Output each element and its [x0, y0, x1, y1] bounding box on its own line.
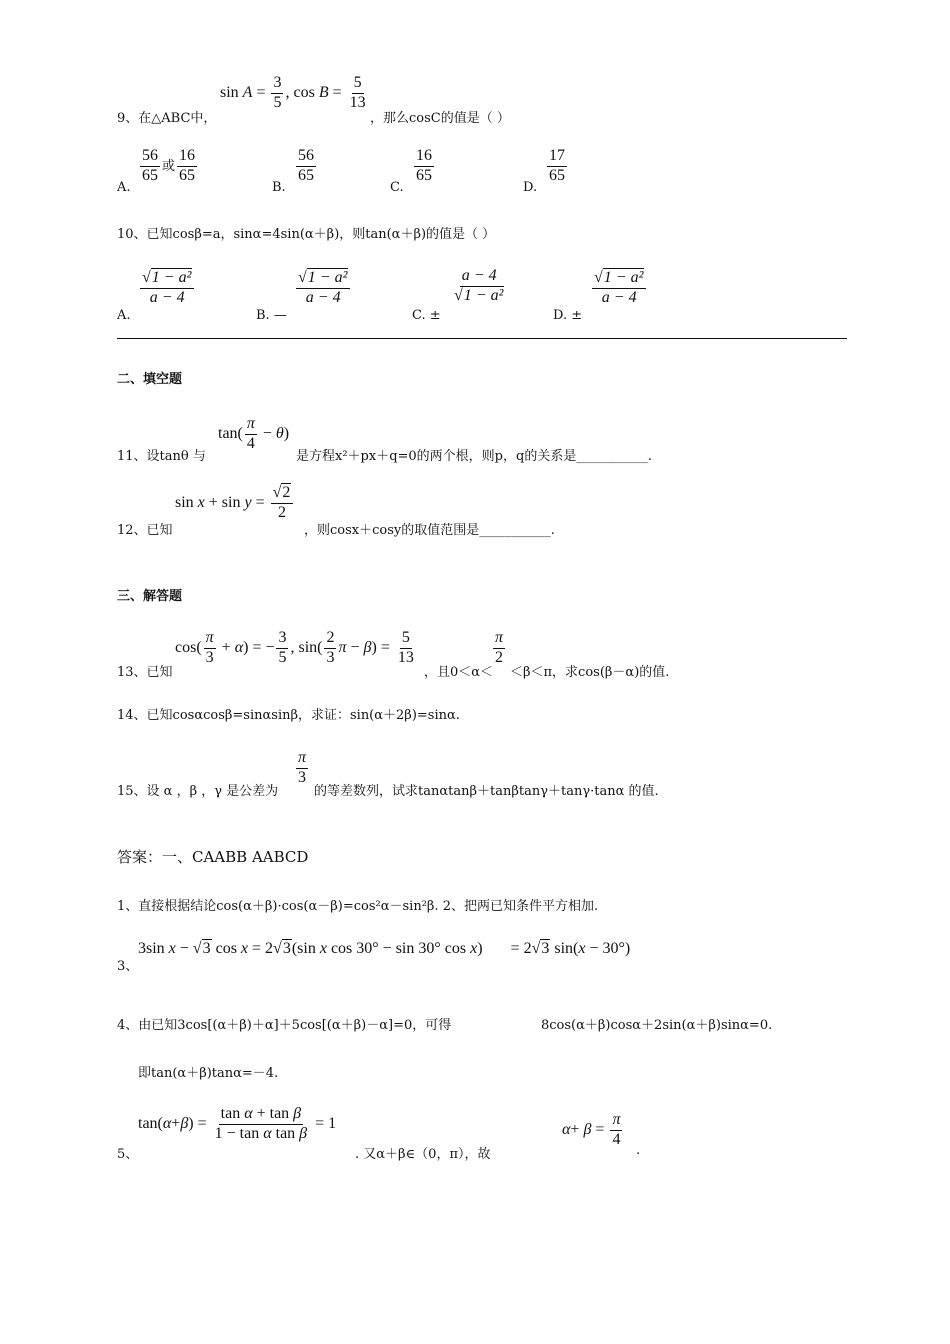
answer-5-mid: . 又α＋β∈（0，π），故: [355, 1147, 491, 1162]
q10-option-d-label: D. ±: [553, 308, 583, 323]
q9-suffix: ，那么cosC的值是（ ）: [370, 111, 510, 126]
answer-5-formula: tan(α+β) = $\frac{\text{tan α + tan β}}{\text{1 − tan α tan β}}$ = 1: [138, 1105, 337, 1142]
q9-option-b-label: B.: [272, 180, 286, 195]
q11-formula: tan( $\frac{\pi}{4}$ − θ): [218, 415, 290, 452]
q9-option-b: $\frac{56}{65}$: [298, 147, 314, 184]
answer-4-line1: 4、由已知3cos[(α＋β)＋α]＋5cos[(α＋β)－α]=0，可得: [117, 1018, 452, 1033]
answers-title: 答案：一、CAABB AABCD: [117, 848, 309, 866]
answer-5-label: 5、: [117, 1147, 139, 1162]
q11-prefix: 11、设tanθ 与: [117, 449, 206, 464]
q12-formula: sin x + sin y = $\frac{√2}{2}$: [175, 485, 295, 522]
q9-option-c: $\frac{16}{65}$: [416, 147, 432, 184]
q10-option-c: $\frac{a - 4}{\text{√1 − a²}}$: [454, 267, 504, 304]
q15-prefix: 15、设 α ，β ，γ 是公差为: [117, 784, 279, 799]
section-divider: [117, 338, 847, 339]
q10-option-b: $\frac{\text{√1 − a²}}{a - 4}$: [294, 270, 352, 307]
section-2-title: 二、填空题: [117, 372, 183, 387]
q12-suffix: ，则cosx＋cosy的取值范围是___________.: [304, 523, 555, 538]
answer-5-end: .: [636, 1143, 641, 1158]
q14-text: 14、已知cosαcosβ=sinαsinβ，求证：sin(α＋2β)=sinα.: [117, 708, 460, 723]
q9-option-a-label: A.: [117, 180, 131, 195]
answer-3-formula: 3sin x − √3 cos x = 2√3(sin x cos 30° − sin 30° cos x) = 2√3 sin(x − 30°): [138, 940, 631, 957]
section-3-title: 三、解答题: [117, 589, 183, 604]
q9-option-c-label: C.: [390, 180, 404, 195]
answer-4-line2: 即tan(α＋β)tanα=－4.: [138, 1066, 279, 1081]
q9-option-d: $\frac{17}{65}$: [549, 147, 565, 184]
q12-prefix: 12、已知: [117, 523, 173, 538]
q9-prefix: 9、在△ABC中，: [117, 111, 217, 126]
q10-option-c-label: C. ±: [412, 308, 441, 323]
q10-option-d: $\frac{\text{√1 − a²}}{a - 4}$: [590, 270, 648, 307]
q15-suffix: 的等差数列，试求tanαtanβ＋tanβtanγ＋tanγ·tanα 的值.: [314, 784, 659, 799]
answer-3-label: 3、: [117, 959, 139, 974]
q13-mid: ，且0＜α＜: [424, 665, 494, 680]
q13-prefix: 13、已知: [117, 665, 173, 680]
q13-suffix: ＜β＜π，求cos(β－α)的值.: [510, 665, 670, 680]
q9-formula: sin A = $\frac{3}{5}$ , cos B = $\frac{5}{13}$: [220, 74, 366, 111]
q10-text: 10、已知cosβ=a，sinα=4sin(α＋β)，则tan(α＋β)的值是（ ）: [117, 227, 496, 242]
answer-1-2: 1、直接根据结论cos(α＋β)·cos(α－β)=cos²α－sin²β. 2、把两已知条件平方相加.: [117, 899, 599, 914]
answer-4-line1b: 8cos(α＋β)cosα＋2sin(α＋β)sinα=0.: [541, 1018, 773, 1033]
q10-option-b-label: B. —: [256, 308, 287, 323]
q10-option-a: $\frac{\text{√1 − a²}}{a - 4}$: [138, 270, 196, 307]
answer-5-conclusion: α+ β = $\frac{\pi}{4}$: [562, 1111, 621, 1148]
q13-pi-over-2: $\frac{\pi}{2}$: [495, 629, 504, 666]
q9-option-a: $\frac{56}{65}$ 或 $\frac{16}{65}$: [142, 147, 196, 184]
q9-option-d-label: D.: [523, 180, 538, 195]
q10-option-a-label: A.: [117, 308, 131, 323]
q15-pi-over-3: $\frac{\pi}{3}$: [298, 749, 307, 786]
q13-formula: cos( $\frac{\pi}{3}$ + α) = − $\frac{3}{5}$ , sin( $\frac{2}{3}$ π − β) = $\frac{5}{13}$: [175, 629, 414, 666]
q11-suffix: 是方程x²＋px＋q=0的两个根，则p，q的关系是___________.: [296, 449, 652, 464]
